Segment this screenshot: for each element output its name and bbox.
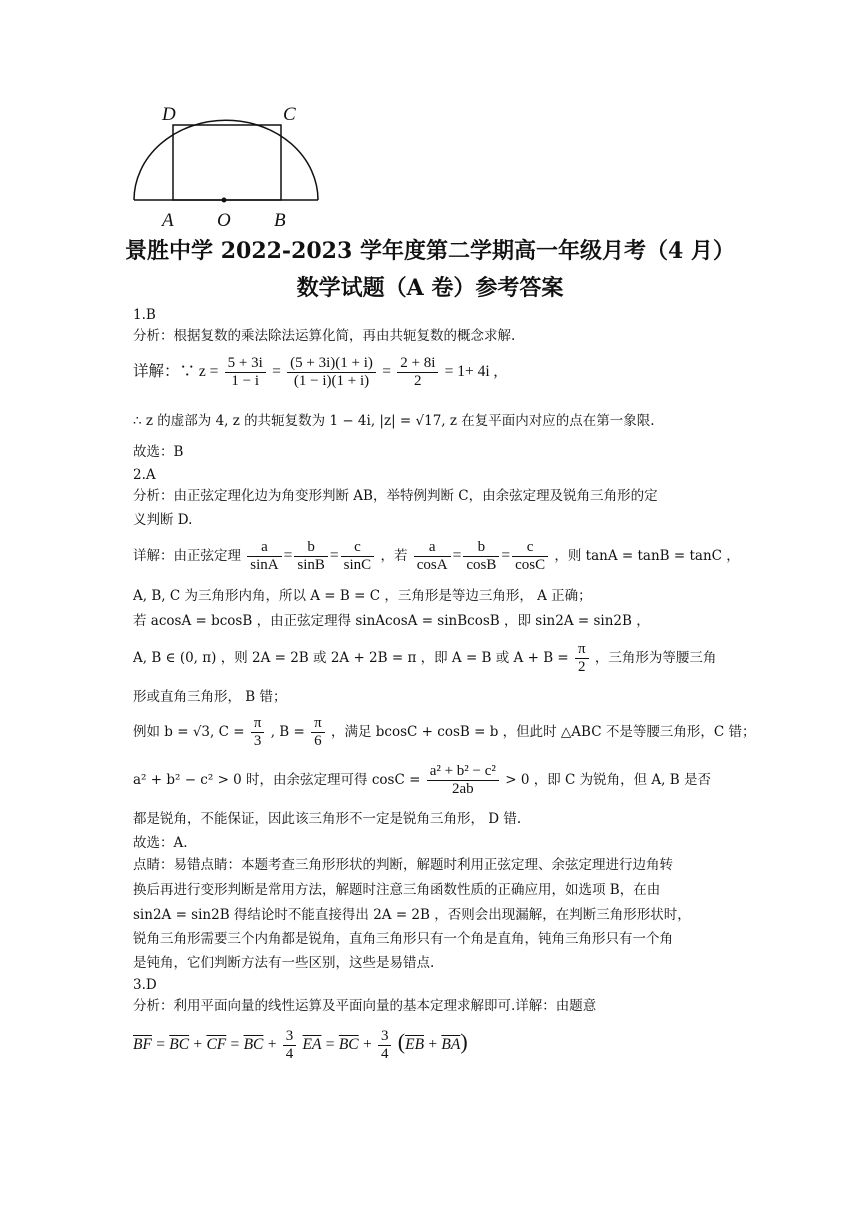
document-title: 景胜中学 2022-2023 学年度第二学期高一年级月考（4 月）	[125, 238, 735, 264]
q1-answer: 故选：B	[133, 444, 184, 460]
label-d: D	[162, 104, 176, 125]
vector-cf: $\overline{CF}$	[206, 1036, 227, 1053]
vector-ba: $\overline{BA}$	[441, 1036, 461, 1053]
q2-tip-4: 锐角三角形需要三个内角都是锐角，直角三角形只有一个角是直角，钝角三角形只有一个角	[133, 931, 673, 947]
center-point-o	[222, 198, 227, 203]
label-a: A	[162, 210, 174, 231]
label-o: O	[217, 210, 231, 231]
q2-detail-8: 都是锐角，不能保证，因此该三角形不一定是锐角三角形， D 错.	[133, 811, 522, 827]
q1-fraction-1: $\frac{5 + 3i}{1 - i}$	[225, 355, 266, 390]
vector-eb: $\overline{EB}$	[405, 1036, 425, 1053]
q3-vector-equation: $\overline{BF} = \overline{BC} + \overline{CF} = \overline{BC}$ + $\frac{3}{4}$ $\overline{EA} = \overline{BC}$ + $\frac{3}{4}$ $(\overline{EB} + \overline{BA})$	[133, 1028, 468, 1062]
q3-number: 3.D	[133, 977, 157, 993]
q2-detail-2: A, B, C 为三角形内角，所以 A = B = C ，三角形是等边三角形， A 正确；	[133, 588, 592, 604]
q2-detail-3: 若 acosA = bcosB ，由正弦定理得 sinAcosA = sinBcosB ，即 sin2A = sin2B ，	[133, 613, 650, 629]
label-b: B	[274, 210, 286, 231]
semicircle-rectangle-figure	[126, 98, 326, 232]
vector-ea: $\overline{EA}$	[302, 1036, 322, 1053]
q2-tip-5: 是钝角，它们判断方法有一些区别，这些是易错点.	[133, 955, 435, 971]
inscribed-rectangle	[173, 125, 281, 200]
q3-analysis: 分析：利用平面向量的线性运算及平面向量的基本定理求解即可.详解：由题意	[133, 998, 597, 1014]
document-subtitle: 数学试题（A 卷）参考答案	[296, 275, 564, 301]
q1-conclusion: ∴ z 的虚部为 4, z 的共轭复数为 1 − 4i, |z| = √17, z 在复平面内对应的点在第一象限.	[133, 413, 655, 429]
q1-analysis: 分析：根据复数的乘法除法运算化简，再由共轭复数的概念求解.	[133, 328, 516, 344]
q2-detail-4: A, B ∈ (0, π) ，则 2A = 2B 或 2A + 2B = π ，即 A = B 或 A + B = $\frac{\pi}{2}$ ，三角形为等腰三角	[133, 641, 717, 675]
q1-fraction-2: $\frac{(5 + 3i)(1 + i)}{(1 - i)(1 + i)}$	[287, 355, 376, 390]
q1-detail-suffix: = 1+ 4i ,	[444, 363, 498, 380]
q2-detail-1: 详解：由正弦定理 $\frac{a}{\sin A}$ = $\frac{b}{\sin B}$ = $\frac{c}{\sin C}$ ，若 $\frac{a}{\cos A}$ = $\frac{b}{\cos B}$ = $\frac{c}{\cos C}$ ，则 tanA = tanB = tanC ，	[133, 539, 740, 573]
q1-detail: 详解：∵ z = $\frac{5 + 3i}{1 - i}$ = $\frac{(5 + 3i)(1 + i)}{(1 - i)(1 + i)}$ = $\frac{2 + 8i}{2}$ = 1+ 4i ,	[133, 355, 498, 389]
fraction-three-quarters: $\frac{3}{4}$	[283, 1028, 297, 1063]
q2-detail-6: 例如 b = √3, C = $\frac{\pi}{3}$ , B = $\frac{\pi}{6}$ ，满足 bcosC + cosB = b ，但此时 △ABC 不是等腰三角形，C 错；	[133, 715, 756, 749]
q2-analysis-1: 分析：由正弦定理化边为角变形判断 AB，举特例判断 C，由余弦定理及锐角三角形的定	[133, 488, 658, 504]
semicircle-arc	[134, 120, 318, 200]
q2-tip-2: 换后再进行变形判断是常用方法，解题时注意三角函数性质的正确应用，如选项 B，在由	[133, 882, 661, 898]
q1-number: 1.B	[133, 307, 156, 323]
vector-bc: $\overline{BC}$	[169, 1036, 190, 1053]
label-c: C	[283, 104, 296, 125]
q1-detail-prefix: 详解：∵ z =	[133, 363, 219, 380]
q2-detail-5: 形或直角三角形， B 错；	[133, 689, 287, 705]
q2-answer: 故选：A.	[133, 835, 188, 851]
vector-bf: $\overline{BF}$	[133, 1036, 152, 1053]
q2-tip-1: 点睛：易错点睛：本题考查三角形形状的判断，解题时利用正弦定理、余弦定理进行边角转	[133, 857, 673, 873]
q2-number: 2.A	[133, 467, 156, 483]
q2-tip-3: sin2A = sin2B 得结论时不能直接得出 2A = 2B ，否则会出现漏解，在判断三角形形状时，	[133, 907, 691, 923]
q1-fraction-3: $\frac{2 + 8i}{2}$	[397, 355, 438, 390]
q2-analysis-2: 义判断 D.	[133, 512, 193, 528]
q2-detail-7: a² + b² − c² > 0 时，由余弦定理可得 cosC = $\frac{\text{a² + b² − c²}}{2ab}$ > 0 ，即 C 为锐角，但 A, B 是否	[133, 763, 711, 797]
